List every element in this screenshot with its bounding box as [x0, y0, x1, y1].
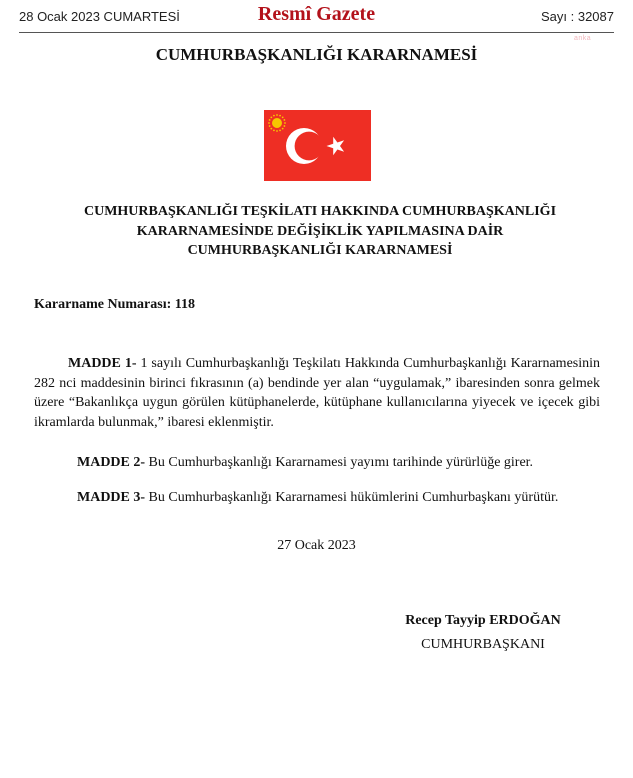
publication-date: 28 Ocak 2023 CUMARTESİ	[19, 9, 180, 24]
signer-title: CUMHURBAŞKANI	[421, 637, 545, 652]
decree-title-line: CUMHURBAŞKANLIĞI TEŞKİLATI HAKKINDA CUMHURBAŞKANLIĞI	[83, 204, 557, 219]
decree-title-line: KARARNAMESİNDE DEĞİŞİKLİK YAPILMASINA DAİR	[136, 223, 504, 239]
decree-title	[40, 202, 600, 261]
signature-date: 27 Ocak 2023	[277, 538, 356, 553]
issue-number: Sayı : 32087	[541, 9, 614, 24]
article-text: 1 sayılı Cumhurbaşkanlığı Teşkilatı Hakkında Cumhurbaşkanlığı Kararnamesinin 282 nci maddesinin birinci fıkrasının (a) bendinde yer alan “uygulamak,” ibaresinden sonra gelmek üzere “Bakanlıkça uygun görülen kütüphanelerde, kütüphane kullanıcılarına yiyecek ve içecek gibi ikramlarda bulunmak,” ibaresi eklenmiştir.	[34, 356, 601, 430]
document-type: CUMHURBAŞKANLIĞI KARARNAMESİ	[155, 45, 478, 64]
signer-name: Recep Tayyip ERDOĞAN	[405, 613, 561, 628]
article-label: MADDE 1-	[68, 356, 137, 371]
article-label: MADDE 2-	[77, 455, 146, 470]
watermark: anka	[574, 35, 592, 42]
presidential-flag-icon	[264, 110, 371, 181]
article-3	[34, 488, 600, 508]
header-divider	[19, 32, 614, 33]
article-text: Bu Cumhurbaşkanlığı Kararnamesi yayımı tarihinde yürürlüğe girer.	[145, 455, 534, 470]
article-label: MADDE 3-	[77, 490, 146, 505]
publication-title: Resmî Gazete	[257, 3, 376, 25]
decree-number: Kararname Numarası: 118	[34, 297, 195, 312]
gazette-header	[0, 0, 633, 34]
article-1	[34, 354, 600, 432]
article-2	[34, 453, 600, 473]
article-text: Bu Cumhurbaşkanlığı Kararnamesi hükümlerini Cumhurbaşkanı yürütür.	[145, 490, 559, 505]
decree-title-line: CUMHURBAŞKANLIĞI KARARNAMESİ	[187, 243, 453, 258]
